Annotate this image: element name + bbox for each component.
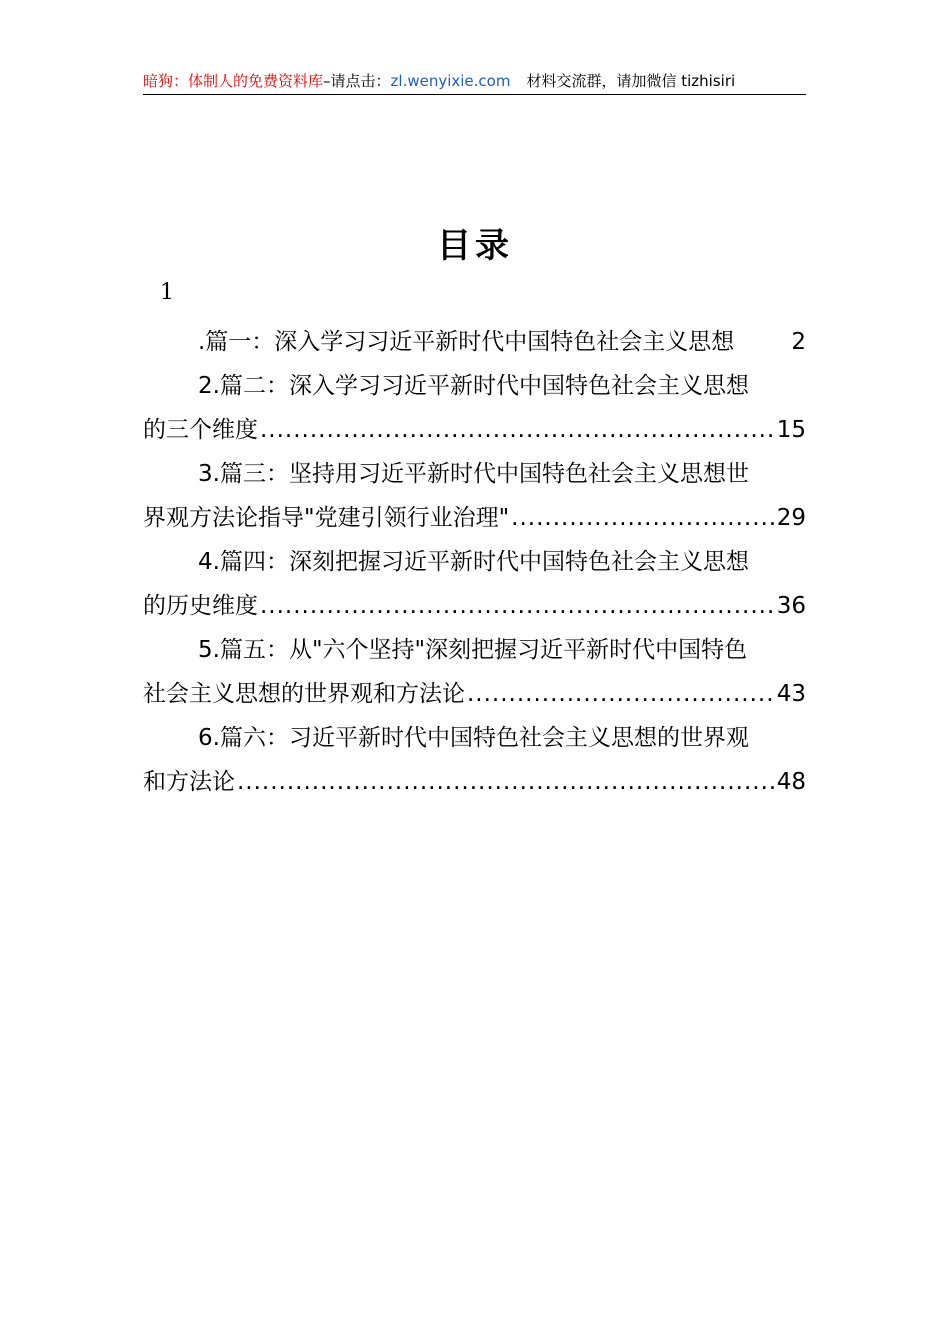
toc-entry-page: 43	[776, 681, 806, 707]
toc-leader	[237, 760, 775, 804]
toc-entry-1[interactable]	[143, 320, 806, 364]
toc-entry-page: 15	[776, 417, 806, 443]
toc-entry-title-cont: 的历史维度	[143, 593, 258, 619]
toc-entry-title: 5.篇五：从"六个坚持"深刻把握习近平新时代中国特色	[198, 637, 748, 663]
toc-entry-page: 29	[776, 505, 806, 531]
page-header	[143, 70, 806, 95]
toc-entry-title-cont: 界观方法论指导"党建引领行业治理"	[143, 505, 510, 531]
toc-entry-4[interactable]	[143, 540, 806, 628]
toc-entry-title: .篇一：深入学习习近平新时代中国特色社会主义思想	[198, 329, 735, 355]
toc-entry-title: 4.篇四：深刻把握习近平新时代中国特色社会主义思想	[198, 549, 749, 575]
toc-entry-5[interactable]	[143, 628, 806, 716]
toc-leader	[511, 496, 775, 540]
toc-entry-3[interactable]	[143, 452, 806, 540]
toc-entry-page: 36	[776, 593, 806, 619]
table-of-contents	[143, 320, 806, 804]
toc-entry-2[interactable]	[143, 364, 806, 452]
page-number: 1	[160, 280, 174, 305]
toc-leader	[467, 672, 775, 716]
toc-leader	[260, 408, 775, 452]
toc-leader	[260, 584, 775, 628]
toc-entry-title-cont: 社会主义思想的世界观和方法论	[143, 681, 465, 707]
toc-entry-title: 6.篇六：习近平新时代中国特色社会主义思想的世界观	[198, 725, 749, 751]
toc-entry-page: 2	[791, 329, 806, 355]
header-prompt: –请点击：	[323, 72, 391, 90]
toc-entry-title-cont: 和方法论	[143, 769, 235, 795]
toc-entry-page: 48	[776, 769, 806, 795]
toc-entry-title-cont: 的三个维度	[143, 417, 258, 443]
toc-entry-title: 3.篇三：坚持用习近平新时代中国特色社会主义思想世	[198, 461, 749, 487]
toc-entry-6[interactable]	[143, 716, 806, 804]
header-brand: 暗狗：体制人的免费资料库	[143, 72, 324, 90]
header-contact: 材料交流群，请加微信 tizhisiri	[526, 72, 736, 90]
toc-entry-title: 2.篇二：深入学习习近平新时代中国特色社会主义思想	[198, 373, 749, 399]
header-url-link[interactable]: zl.wenyixie.com	[390, 72, 511, 90]
page-title: 目录	[437, 226, 513, 266]
